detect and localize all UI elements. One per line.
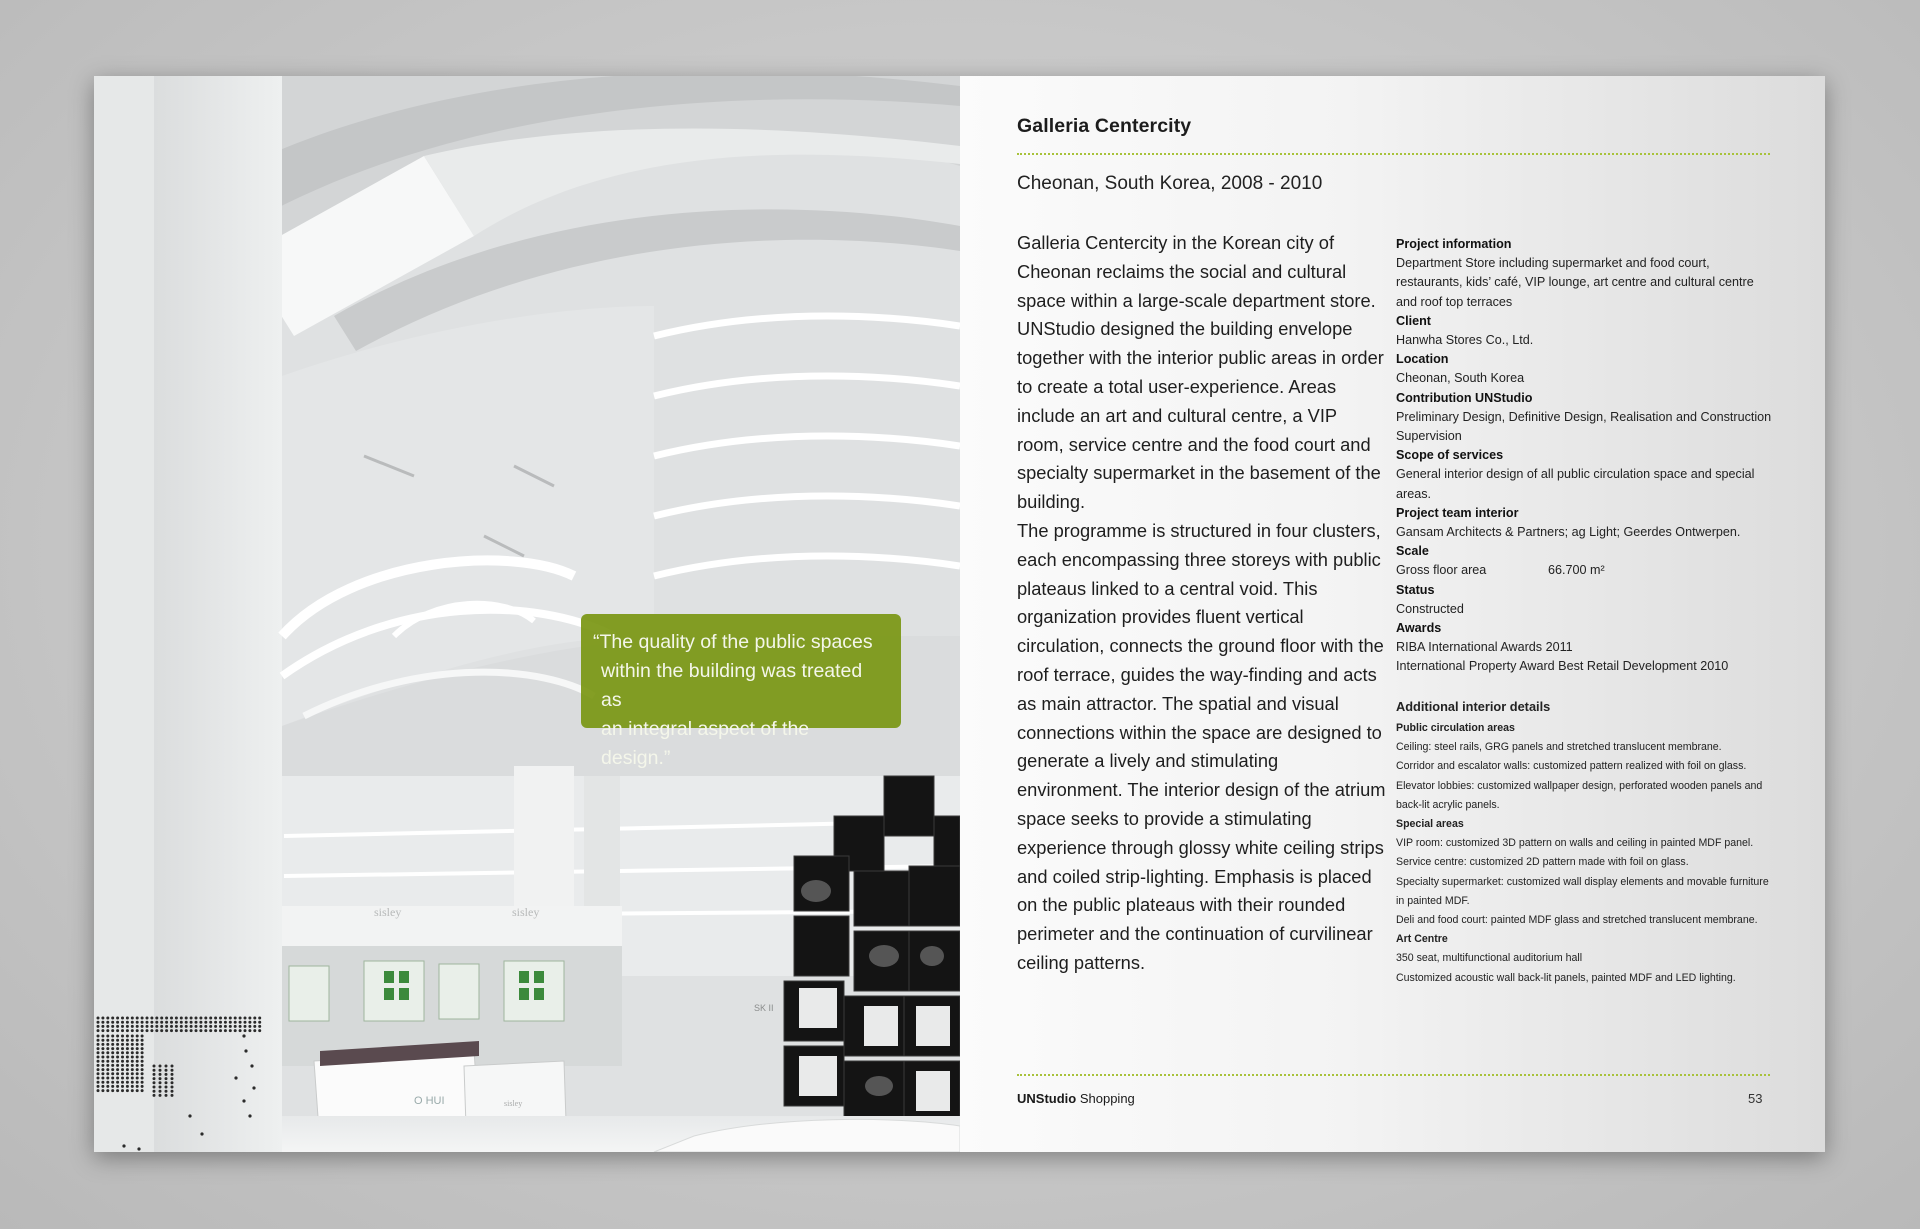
footer-section-name: Shopping [1079, 1091, 1135, 1106]
additional-special-1: VIP room: customized 3D pattern on walls and ceiling in painted MDF panel. [1396, 837, 1754, 850]
info-location: Cheonan, South Korea [1396, 371, 1525, 386]
body-paragraph-1: Galleria Centercity in the Korean city of Cheonan reclaims the social and cultural space within a large-scale department store. UNStudio designed the building envelope together with the interior public areas in order to create a total user-experience. Areas include an art and cultural centre, a VIP room, service centre and the food court and specialty supermarket in the basement of the building. [1017, 232, 1384, 513]
pull-quote-line-1: “The quality of the public spaces [593, 631, 873, 653]
shop-sign-sisley-2: sisley [512, 905, 540, 919]
dotted-rule-bottom [1017, 1074, 1770, 1076]
info-label-client: Client [1396, 313, 1431, 328]
left-page-photo [94, 76, 960, 1152]
additional-special-2: Service centre: customized 2D pattern made with foil on glass. [1396, 856, 1689, 869]
info-award-1: RIBA International Awards 2011 [1396, 640, 1573, 655]
body-paragraph-2: The programme is structured in four clusters, each encompassing three storeys with public plateaus linked to a central void. This organization provides fluent vertical circulation, connects the ground floor with the roof terrace, guides the way-finding and acts as main attractor. The spatial and visual connections within the space are designed to generate a lively and stimulating environment. The interior design of the atrium space seeks to provide a stimulating experience through glossy white ceiling strips and coiled strip-lighting. Emphasis is placed on the public plateaus with their rounded perimeter and the continuation of curvilinear ceiling patterns. [1017, 519, 1386, 973]
magazine-spread [94, 76, 1825, 1152]
project-title: Galleria Centercity [1017, 115, 1192, 137]
additional-special-3: Specialty supermarket: customized wall display elements and movable furniture in painted MDF. [1396, 875, 1769, 907]
shop-sign-skii: SK II [754, 1003, 774, 1013]
info-label-scale: Scale [1396, 544, 1429, 559]
footer-brand-name: UNStudio [1017, 1091, 1077, 1106]
info-scale-value: 66.700 m² [1548, 563, 1605, 578]
additional-special-4: Deli and food court: painted MDF glass and stretched translucent membrane. [1396, 914, 1758, 927]
additional-details [1396, 697, 1776, 988]
info-label-contribution: Contribution UNStudio [1396, 390, 1533, 405]
info-client: Hanwha Stores Co., Ltd. [1396, 333, 1534, 348]
right-page-text [960, 76, 1825, 1152]
additional-special-label: Special areas [1396, 818, 1464, 831]
info-status: Constructed [1396, 601, 1464, 616]
info-label-location: Location [1396, 352, 1449, 367]
project-location-dates: Cheonan, South Korea, 2008 - 2010 [1017, 173, 1323, 194]
body-text [1017, 229, 1387, 978]
counter-logo-sisley: sisley [504, 1099, 523, 1108]
info-contribution: Preliminary Design, Definitive Design, Realisation and Construction Supervision [1396, 409, 1772, 444]
info-scale-key: Gross floor area [1396, 563, 1487, 578]
additional-public-2: Corridor and escalator walls: customized pattern realized with foil on glass. [1396, 760, 1747, 773]
info-label-project-information: Project information [1396, 237, 1512, 251]
project-info-column [1396, 235, 1776, 677]
additional-public-3: Elevator lobbies: customized wallpaper design, perforated wooden panels and back-lit acrylic panels. [1396, 779, 1763, 811]
additional-heading: Additional interior details [1396, 699, 1551, 714]
info-scale-row [1396, 561, 1776, 580]
pull-quote-box [581, 614, 901, 769]
pull-quote-line-2: within the building was treated as [601, 660, 863, 711]
additional-art-label: Art Centre [1396, 933, 1448, 946]
info-label-team: Project team interior [1396, 505, 1519, 520]
footer-brand [1017, 1091, 1135, 1106]
info-label-status: Status [1396, 582, 1435, 597]
additional-public-label: Public circulation areas [1396, 722, 1515, 734]
additional-art-2: Customized acoustic wall back-lit panels, painted MDF and LED lighting. [1396, 971, 1736, 984]
pull-quote-line-3: an integral aspect of the design.” [601, 718, 810, 769]
info-team: Gansam Architects & Partners; ag Light; Geerdes Ontwerpen. [1396, 525, 1741, 540]
counter-logo-ohui: O HUI [414, 1095, 445, 1107]
info-label-awards: Awards [1396, 621, 1442, 636]
dotted-rule-top [1017, 153, 1770, 155]
info-label-scope: Scope of services [1396, 448, 1504, 463]
additional-public-1: Ceiling: steel rails, GRG panels and stretched translucent membrane. [1396, 741, 1722, 754]
additional-art-1: 350 seat, multifunctional auditorium hall [1396, 952, 1583, 965]
shop-sign-sisley-1: sisley [374, 905, 402, 919]
info-project-information: Department Store including supermarket and food court, restaurants, kids’ café, VIP lounge, art centre and cultural centre and roof top terraces [1396, 256, 1754, 309]
info-award-2: International Property Award Best Retail Development 2010 [1396, 659, 1729, 674]
page-number: 53 [1748, 1091, 1763, 1106]
info-scope: General interior design of all public circulation space and special areas. [1396, 467, 1755, 501]
